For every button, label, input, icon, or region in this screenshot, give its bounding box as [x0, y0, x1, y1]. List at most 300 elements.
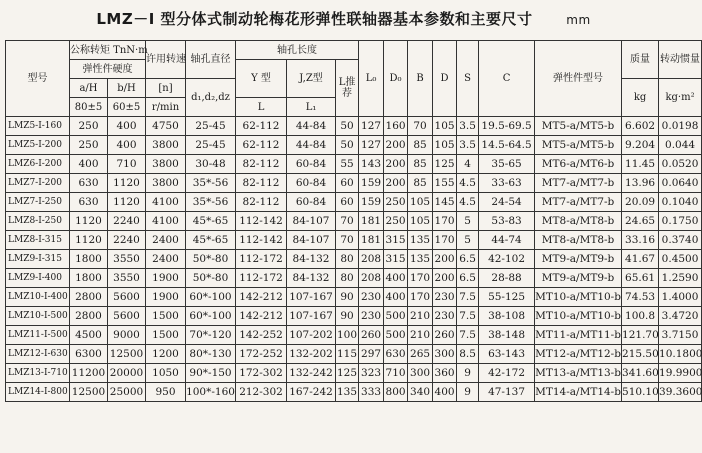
cell-torque-b: 5600 — [108, 288, 146, 307]
cell-l-rec: 80 — [336, 250, 359, 269]
cell-torque-b: 3550 — [108, 250, 146, 269]
cell-torque-b: 400 — [108, 136, 146, 155]
cell-mass: 24.65 — [622, 212, 659, 231]
cell-model: LMZ9-Ⅰ-315 — [6, 250, 70, 269]
cell-torque-a: 250 — [70, 117, 108, 136]
cell-d0: 800 — [384, 383, 408, 402]
cell-torque-b: 12500 — [108, 345, 146, 364]
cell-bore: 60*-100 — [186, 307, 236, 326]
cell-mass: 74.53 — [622, 288, 659, 307]
table-row — [6, 155, 702, 174]
cell-d: 155 — [433, 174, 457, 193]
cell-d0: 710 — [384, 364, 408, 383]
header-speed-n: [n] — [146, 79, 186, 98]
cell-model: LMZ11-Ⅰ-500 — [6, 326, 70, 345]
cell-inertia: 0.0640 — [659, 174, 702, 193]
cell-d0: 400 — [384, 288, 408, 307]
cell-l0: 159 — [359, 193, 384, 212]
cell-speed: 2400 — [146, 231, 186, 250]
cell-l-rec: 60 — [336, 174, 359, 193]
cell-mass: 65.61 — [622, 269, 659, 288]
header-elastic: 弹性件型号 — [535, 41, 622, 117]
cell-model: LMZ12-Ⅰ-630 — [6, 345, 70, 364]
cell-bore: 25-45 — [186, 117, 236, 136]
cell-mass: 41.67 — [622, 250, 659, 269]
cell-b: 85 — [408, 155, 433, 174]
cell-bore: 50*-80 — [186, 250, 236, 269]
cell-d: 200 — [433, 269, 457, 288]
cell-inertia: 0.1040 — [659, 193, 702, 212]
cell-speed: 1200 — [146, 345, 186, 364]
cell-s: 9 — [457, 364, 479, 383]
cell-torque-a: 6300 — [70, 345, 108, 364]
cell-l0: 323 — [359, 364, 384, 383]
cell-l0: 208 — [359, 269, 384, 288]
cell-b: 85 — [408, 174, 433, 193]
spec-table — [5, 40, 702, 402]
cell-model: LMZ9-Ⅰ-400 — [6, 269, 70, 288]
cell-model: LMZ7-Ⅰ-200 — [6, 174, 70, 193]
cell-torque-b: 20000 — [108, 364, 146, 383]
cell-jz-len: 84-132 — [287, 269, 336, 288]
cell-jz-len: 84-132 — [287, 250, 336, 269]
table-row — [6, 250, 702, 269]
cell-torque-b: 3550 — [108, 269, 146, 288]
cell-d0: 400 — [384, 269, 408, 288]
cell-elastic: MT11-a/MT11-b — [535, 326, 622, 345]
header-bore: 轴孔直径 — [186, 41, 236, 79]
table-row — [6, 174, 702, 193]
table-row — [6, 136, 702, 155]
cell-s: 4 — [457, 155, 479, 174]
cell-torque-a: 2800 — [70, 307, 108, 326]
cell-l-rec: 50 — [336, 136, 359, 155]
table-row — [6, 364, 702, 383]
header-a-range: 80±5 — [70, 98, 108, 117]
cell-elastic: MT7-a/MT7-b — [535, 193, 622, 212]
cell-speed: 2400 — [146, 250, 186, 269]
cell-torque-a: 1800 — [70, 250, 108, 269]
cell-torque-a: 1800 — [70, 269, 108, 288]
cell-l-rec: 125 — [336, 364, 359, 383]
cell-jz-len: 107-167 — [287, 307, 336, 326]
cell-l0: 127 — [359, 117, 384, 136]
table-row — [6, 212, 702, 231]
cell-inertia: 3.4720 — [659, 307, 702, 326]
header-y-type: Y 型 — [236, 60, 287, 98]
cell-d: 170 — [433, 212, 457, 231]
header-model: 型号 — [6, 41, 70, 117]
header-b: B — [408, 41, 433, 117]
cell-c: 28-88 — [479, 269, 535, 288]
cell-mass: 33.16 — [622, 231, 659, 250]
header-jz-type: J,Z型 — [287, 60, 336, 98]
header-mass: 质量 — [622, 41, 659, 79]
cell-c: 33-63 — [479, 174, 535, 193]
cell-l0: 159 — [359, 174, 384, 193]
cell-d: 260 — [433, 326, 457, 345]
table-row — [6, 231, 702, 250]
header-inertia-unit: kg·m² — [659, 79, 702, 117]
cell-mass: 341.60 — [622, 364, 659, 383]
cell-torque-b: 1120 — [108, 174, 146, 193]
cell-speed: 4100 — [146, 193, 186, 212]
cell-torque-b: 710 — [108, 155, 146, 174]
header-l1: L₁ — [287, 98, 336, 117]
cell-d: 400 — [433, 383, 457, 402]
cell-speed: 1900 — [146, 269, 186, 288]
cell-l0: 260 — [359, 326, 384, 345]
cell-y-len: 112-142 — [236, 231, 287, 250]
header-l0: L₀ — [359, 41, 384, 117]
cell-l-rec: 100 — [336, 326, 359, 345]
cell-d0: 500 — [384, 307, 408, 326]
cell-model: LMZ13-Ⅰ-710 — [6, 364, 70, 383]
cell-l-rec: 70 — [336, 212, 359, 231]
cell-jz-len: 107-202 — [287, 326, 336, 345]
cell-model: LMZ10-Ⅰ-500 — [6, 307, 70, 326]
cell-d0: 160 — [384, 117, 408, 136]
cell-torque-b: 2240 — [108, 212, 146, 231]
cell-mass: 121.70 — [622, 326, 659, 345]
cell-model: LMZ10-Ⅰ-400 — [6, 288, 70, 307]
cell-b: 170 — [408, 269, 433, 288]
cell-model: LMZ14-Ⅰ-800 — [6, 383, 70, 402]
header-d: D — [433, 41, 457, 117]
header-s: S — [457, 41, 479, 117]
cell-elastic: MT10-a/MT10-b — [535, 288, 622, 307]
cell-y-len: 142-252 — [236, 326, 287, 345]
cell-s: 4.5 — [457, 193, 479, 212]
cell-jz-len: 84-107 — [287, 231, 336, 250]
cell-b: 105 — [408, 193, 433, 212]
cell-inertia: 10.1800 — [659, 345, 702, 364]
cell-d0: 315 — [384, 250, 408, 269]
cell-d0: 250 — [384, 212, 408, 231]
cell-l0: 208 — [359, 250, 384, 269]
cell-d0: 500 — [384, 326, 408, 345]
cell-y-len: 172-252 — [236, 345, 287, 364]
cell-b: 340 — [408, 383, 433, 402]
cell-bore: 25-45 — [186, 136, 236, 155]
cell-jz-len: 167-242 — [287, 383, 336, 402]
header-inertia: 转动惯量 — [659, 41, 702, 79]
cell-d0: 200 — [384, 155, 408, 174]
cell-torque-a: 11200 — [70, 364, 108, 383]
cell-mass: 20.09 — [622, 193, 659, 212]
header-torque: 公称转矩 TnN·m — [70, 41, 146, 60]
cell-c: 14.5-64.5 — [479, 136, 535, 155]
cell-speed: 1050 — [146, 364, 186, 383]
cell-l-rec: 135 — [336, 383, 359, 402]
cell-l-rec: 55 — [336, 155, 359, 174]
title-text: LMZ－Ⅰ 型分体式制动轮梅花形弹性联轴器基本参数和主要尺寸 — [96, 10, 533, 28]
cell-inertia: 39.3600 — [659, 383, 702, 402]
cell-model: LMZ7-Ⅰ-250 — [6, 193, 70, 212]
cell-elastic: MT6-a/MT6-b — [535, 155, 622, 174]
header-speed-unit: r/min — [146, 98, 186, 117]
cell-d0: 200 — [384, 136, 408, 155]
cell-elastic: MT13-a/MT13-b — [535, 364, 622, 383]
cell-inertia: 0.1750 — [659, 212, 702, 231]
cell-speed: 1900 — [146, 288, 186, 307]
cell-torque-a: 4500 — [70, 326, 108, 345]
cell-d0: 250 — [384, 193, 408, 212]
cell-b: 265 — [408, 345, 433, 364]
cell-b: 210 — [408, 307, 433, 326]
cell-d0: 315 — [384, 231, 408, 250]
cell-elastic: MT8-a/MT8-b — [535, 212, 622, 231]
cell-bore: 50*-80 — [186, 269, 236, 288]
cell-y-len: 62-112 — [236, 117, 287, 136]
table-title — [0, 8, 687, 34]
cell-s: 5 — [457, 212, 479, 231]
cell-elastic: MT7-a/MT7-b — [535, 174, 622, 193]
cell-y-len: 172-302 — [236, 364, 287, 383]
cell-speed: 1500 — [146, 326, 186, 345]
cell-b: 85 — [408, 136, 433, 155]
cell-bore: 35*-56 — [186, 193, 236, 212]
cell-torque-b: 2240 — [108, 231, 146, 250]
header-shaft-length: 轴孔长度 — [236, 41, 359, 60]
cell-b: 105 — [408, 212, 433, 231]
cell-mass: 215.50 — [622, 345, 659, 364]
cell-model: LMZ6-Ⅰ-200 — [6, 155, 70, 174]
cell-mass: 6.602 — [622, 117, 659, 136]
cell-elastic: MT9-a/MT9-b — [535, 250, 622, 269]
cell-c: 42-102 — [479, 250, 535, 269]
cell-inertia: 0.0198 — [659, 117, 702, 136]
cell-s: 8.5 — [457, 345, 479, 364]
cell-s: 3.5 — [457, 117, 479, 136]
cell-elastic: MT14-a/MT14-b — [535, 383, 622, 402]
cell-s: 5 — [457, 231, 479, 250]
table-row — [6, 345, 702, 364]
cell-bore: 100*-160 — [186, 383, 236, 402]
cell-l0: 127 — [359, 136, 384, 155]
cell-jz-len: 44-84 — [287, 117, 336, 136]
cell-inertia: 19.9900 — [659, 364, 702, 383]
cell-c: 38-148 — [479, 326, 535, 345]
header-speed: 许用转速 — [146, 41, 186, 79]
cell-y-len: 142-212 — [236, 288, 287, 307]
cell-y-len: 112-142 — [236, 212, 287, 231]
cell-y-len: 82-112 — [236, 155, 287, 174]
cell-torque-a: 630 — [70, 174, 108, 193]
cell-b: 70 — [408, 117, 433, 136]
cell-torque-b: 9000 — [108, 326, 146, 345]
cell-mass: 100.8 — [622, 307, 659, 326]
cell-d: 145 — [433, 193, 457, 212]
cell-torque-a: 2800 — [70, 288, 108, 307]
cell-jz-len: 60-84 — [287, 174, 336, 193]
cell-torque-a: 630 — [70, 193, 108, 212]
cell-c: 47-137 — [479, 383, 535, 402]
cell-inertia: 1.4000 — [659, 288, 702, 307]
cell-s: 3.5 — [457, 136, 479, 155]
cell-c: 35-65 — [479, 155, 535, 174]
title-unit: mm — [566, 13, 591, 27]
cell-y-len: 62-112 — [236, 136, 287, 155]
cell-s: 7.5 — [457, 326, 479, 345]
cell-bore: 90*-150 — [186, 364, 236, 383]
header-a-hd: a/H — [70, 79, 108, 98]
cell-elastic: MT10-a/MT10-b — [535, 307, 622, 326]
cell-c: 24-54 — [479, 193, 535, 212]
cell-elastic: MT5-a/MT5-b — [535, 136, 622, 155]
cell-jz-len: 107-167 — [287, 288, 336, 307]
cell-c: 42-172 — [479, 364, 535, 383]
cell-d: 360 — [433, 364, 457, 383]
cell-model: LMZ8-Ⅰ-250 — [6, 212, 70, 231]
cell-d: 105 — [433, 117, 457, 136]
cell-bore: 70*-120 — [186, 326, 236, 345]
cell-d: 105 — [433, 136, 457, 155]
cell-l0: 333 — [359, 383, 384, 402]
cell-torque-b: 400 — [108, 117, 146, 136]
cell-b: 300 — [408, 364, 433, 383]
cell-speed: 3800 — [146, 155, 186, 174]
cell-s: 6.5 — [457, 250, 479, 269]
cell-d: 200 — [433, 250, 457, 269]
cell-y-len: 82-112 — [236, 174, 287, 193]
cell-l-rec: 115 — [336, 345, 359, 364]
cell-b: 135 — [408, 231, 433, 250]
cell-inertia: 0.3740 — [659, 231, 702, 250]
cell-speed: 3800 — [146, 136, 186, 155]
cell-c: 19.5-69.5 — [479, 117, 535, 136]
cell-l-rec: 50 — [336, 117, 359, 136]
cell-y-len: 142-212 — [236, 307, 287, 326]
cell-elastic: MT5-a/MT5-b — [535, 117, 622, 136]
table-row — [6, 288, 702, 307]
cell-c: 44-74 — [479, 231, 535, 250]
cell-l0: 143 — [359, 155, 384, 174]
cell-elastic: MT12-a/MT12-b — [535, 345, 622, 364]
cell-speed: 950 — [146, 383, 186, 402]
cell-bore: 60*-100 — [186, 288, 236, 307]
cell-l0: 181 — [359, 212, 384, 231]
cell-l-rec: 90 — [336, 288, 359, 307]
cell-d: 125 — [433, 155, 457, 174]
cell-speed: 4100 — [146, 212, 186, 231]
cell-l0: 181 — [359, 231, 384, 250]
cell-inertia: 0.0520 — [659, 155, 702, 174]
cell-d0: 630 — [384, 345, 408, 364]
cell-torque-b: 25000 — [108, 383, 146, 402]
table-row — [6, 383, 702, 402]
cell-torque-b: 5600 — [108, 307, 146, 326]
cell-mass: 9.204 — [622, 136, 659, 155]
cell-y-len: 82-112 — [236, 193, 287, 212]
cell-jz-len: 84-107 — [287, 212, 336, 231]
cell-s: 9 — [457, 383, 479, 402]
cell-bore: 35*-56 — [186, 174, 236, 193]
cell-speed: 3800 — [146, 174, 186, 193]
cell-mass: 13.96 — [622, 174, 659, 193]
cell-s: 7.5 — [457, 288, 479, 307]
table-header — [6, 41, 702, 117]
cell-torque-a: 1120 — [70, 212, 108, 231]
cell-mass: 510.10 — [622, 383, 659, 402]
cell-speed: 4750 — [146, 117, 186, 136]
table-body — [6, 117, 702, 402]
cell-model: LMZ5-Ⅰ-160 — [6, 117, 70, 136]
cell-s: 4.5 — [457, 174, 479, 193]
cell-d0: 200 — [384, 174, 408, 193]
header-d0: D₀ — [384, 41, 408, 117]
cell-d: 230 — [433, 307, 457, 326]
cell-c: 63-143 — [479, 345, 535, 364]
cell-elastic: MT8-a/MT8-b — [535, 231, 622, 250]
cell-torque-a: 1120 — [70, 231, 108, 250]
cell-elastic: MT9-a/MT9-b — [535, 269, 622, 288]
cell-inertia: 0.044 — [659, 136, 702, 155]
cell-y-len: 112-172 — [236, 269, 287, 288]
header-b-hd: b/H — [108, 79, 146, 98]
cell-d: 170 — [433, 231, 457, 250]
cell-mass: 11.45 — [622, 155, 659, 174]
cell-l-rec: 70 — [336, 231, 359, 250]
cell-l0: 297 — [359, 345, 384, 364]
cell-b: 210 — [408, 326, 433, 345]
table-row — [6, 117, 702, 136]
cell-c: 38-108 — [479, 307, 535, 326]
header-l-recommended: L推荐 — [336, 60, 359, 117]
cell-c: 53-83 — [479, 212, 535, 231]
cell-model: LMZ5-Ⅰ-200 — [6, 136, 70, 155]
cell-d: 300 — [433, 345, 457, 364]
header-c: C — [479, 41, 535, 117]
cell-torque-a: 12500 — [70, 383, 108, 402]
cell-torque-b: 1120 — [108, 193, 146, 212]
cell-torque-a: 250 — [70, 136, 108, 155]
cell-l0: 230 — [359, 288, 384, 307]
table-row — [6, 269, 702, 288]
cell-s: 7.5 — [457, 307, 479, 326]
table-row — [6, 326, 702, 345]
cell-l-rec: 90 — [336, 307, 359, 326]
header-b-range: 60±5 — [108, 98, 146, 117]
cell-jz-len: 132-202 — [287, 345, 336, 364]
cell-jz-len: 60-84 — [287, 155, 336, 174]
cell-jz-len: 44-84 — [287, 136, 336, 155]
cell-s: 6.5 — [457, 269, 479, 288]
cell-bore: 30-48 — [186, 155, 236, 174]
cell-speed: 1500 — [146, 307, 186, 326]
cell-model: LMZ8-Ⅰ-315 — [6, 231, 70, 250]
header-bore-d: d₁,d₂,dz — [186, 79, 236, 117]
cell-inertia: 3.7150 — [659, 326, 702, 345]
header-mass-unit: kg — [622, 79, 659, 117]
cell-c: 55-125 — [479, 288, 535, 307]
cell-l0: 230 — [359, 307, 384, 326]
header-hardness: 弹性件硬度 — [70, 60, 146, 79]
header-l: L — [236, 98, 287, 117]
cell-bore: 80*-130 — [186, 345, 236, 364]
cell-l-rec: 60 — [336, 193, 359, 212]
cell-d: 230 — [433, 288, 457, 307]
table-row — [6, 193, 702, 212]
cell-y-len: 212-302 — [236, 383, 287, 402]
cell-jz-len: 60-84 — [287, 193, 336, 212]
cell-b: 135 — [408, 250, 433, 269]
table-row — [6, 307, 702, 326]
cell-inertia: 1.2590 — [659, 269, 702, 288]
cell-bore: 45*-65 — [186, 212, 236, 231]
cell-jz-len: 132-242 — [287, 364, 336, 383]
cell-bore: 45*-65 — [186, 231, 236, 250]
